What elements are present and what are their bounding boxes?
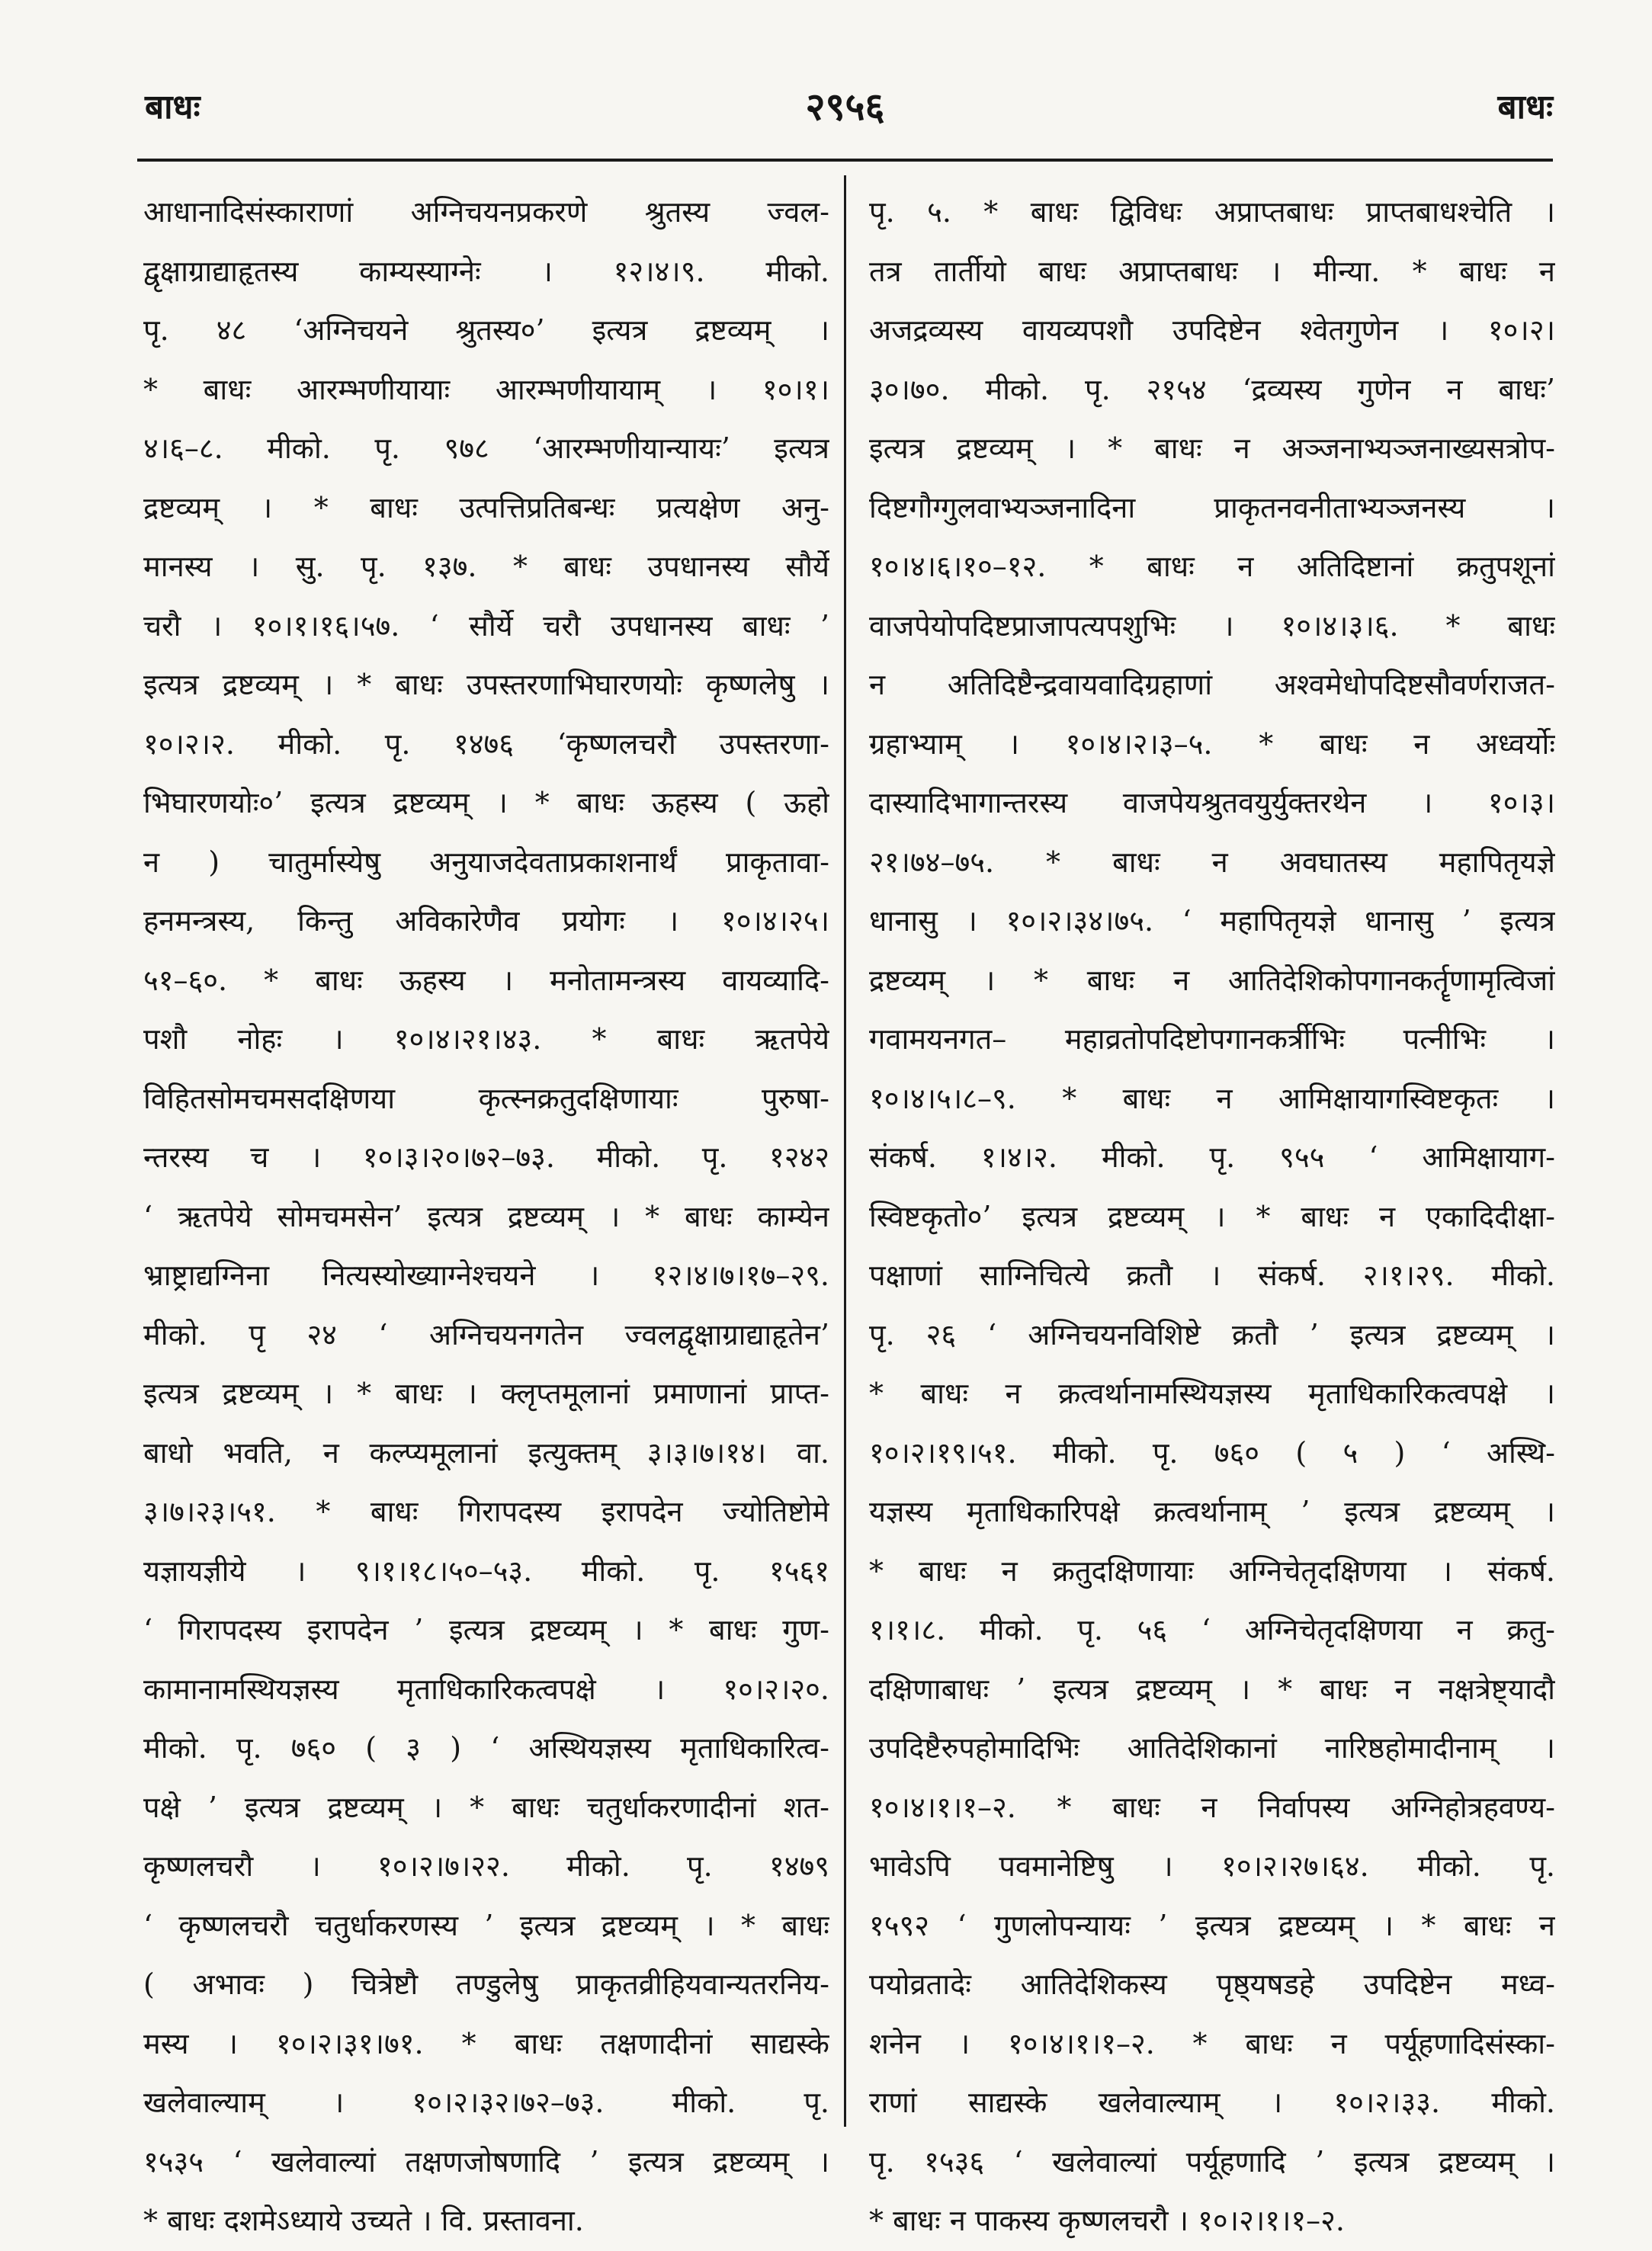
- text-line: ५१–६०. * बाधः ऊहस्य । मनोतामन्त्रस्य वायव्यादि-: [143, 963, 829, 997]
- text-line: तत्र तार्तीयो बाधः अप्राप्तबाधः । मीन्या. * बाधः न: [869, 254, 1555, 288]
- text-line: स्विष्टकृतो०’ इत्यत्र द्रष्टव्यम् । * बाधः न एकादिदीक्षा-: [869, 1199, 1555, 1233]
- text-line: यज्ञायज्ञीये । ९।१।१८।५०–५३. मीको. पृ. १५६१: [143, 1554, 829, 1588]
- text-line: पशौ नोहः । १०।४।२१।४३. * बाधः ऋतपेये: [143, 1022, 829, 1056]
- text-line: ३।७।२३।५१. * बाधः गिरापदस्य इरापदेन ज्योतिष्टोमे: [143, 1495, 829, 1528]
- text-line: * बाधः आरम्भणीयायाः आरम्भणीयायाम् । १०।१।: [143, 372, 829, 406]
- text-line: दिष्टगौग्गुलवाभ्यञ्जनादिना प्राकृतनवनीताभ्यञ्जनस्य ।: [869, 490, 1555, 524]
- text-line: इत्यत्र द्रष्टव्यम् । * बाधः उपस्तरणाभिघारणयोः कृष्णलेषु ।: [143, 668, 829, 701]
- text-line: * बाधः न क्रतुदक्षिणायाः अग्निचेतृदक्षिणया । संकर्ष.: [869, 1554, 1555, 1588]
- text-line: विहितसोमचमसदक्षिणया कृत्स्नक्रतुदक्षिणायाः पुरुषा-: [143, 1081, 829, 1115]
- text-line: राणां साद्यस्के खलेवाल्याम् । १०।२।३३. मीको.: [869, 2086, 1555, 2119]
- text-line: पक्षे ’ इत्यत्र द्रष्टव्यम् । * बाधः चतुर्धाकरणादीनां शत-: [143, 1790, 829, 1824]
- header-right-headword: बाधः: [1497, 88, 1553, 127]
- right-column: [869, 183, 1555, 2251]
- text-line: पृ. ४८ ‘अग्निचयने श्रुतस्य०’ इत्यत्र द्रष्टव्यम् ।: [143, 313, 829, 347]
- text-line: १५९२ ‘ गुणलोपन्यायः ’ इत्यत्र द्रष्टव्यम् । * बाधः न: [869, 1908, 1555, 1942]
- text-line: न अतिदिष्टैन्द्रवायवादिग्रहाणां अश्वमेधोपदिष्टसौवर्णराजत-: [869, 668, 1555, 701]
- text-line: ‘ कृष्णलचरौ चतुर्धाकरणस्य ’ इत्यत्र द्रष्टव्यम् । * बाधः: [143, 1908, 829, 1942]
- text-line: ‘ ऋतपेये सोमचमसेन’ इत्यत्र द्रष्टव्यम् । * बाधः काम्येन: [143, 1199, 829, 1233]
- text-line: ‘ गिरापदस्य इरापदेन ’ इत्यत्र द्रष्टव्यम् । * बाधः गुण-: [143, 1613, 829, 1647]
- text-line: इत्यत्र द्रष्टव्यम् । * बाधः । क्लृप्तमूलानां प्रमाणानां प्राप्त-: [143, 1377, 829, 1410]
- text-line: दक्षिणाबाधः ’ इत्यत्र द्रष्टव्यम् । * बाधः न नक्षत्रेष्ट्यादौ: [869, 1672, 1555, 1706]
- text-line: भावेऽपि पवमानेष्टिषु । १०।२।२७।६४. मीको. पृ.: [869, 1849, 1555, 1883]
- text-line: * बाधः न क्रत्वर्थानामस्थियज्ञस्य मृताधिकारिकत्वपक्षे ।: [869, 1377, 1555, 1410]
- text-line: बाधो भवति, न कल्प्यमूलानां इत्युक्तम् ३।३।७।१४। वा.: [143, 1435, 829, 1470]
- text-line: द्रष्टव्यम् । * बाधः न आतिदेशिकोपगानकर्तॄणामृत्विजां: [869, 963, 1555, 997]
- text-line: २१।७४–७५. * बाधः न अवघातस्य महापितृयज्ञे: [869, 845, 1555, 879]
- text-line: दास्यादिभागान्तरस्य वाजपेयश्रुतवयुर्युक्तरथेन । १०।३।: [869, 786, 1555, 819]
- text-line: मीको. पृ. ७६० ( ३ ) ‘ अस्थियज्ञस्य मृताधिकारित्व-: [143, 1731, 829, 1765]
- text-line: यज्ञस्य मृताधिकारिपक्षे क्रत्वर्थानाम् ’ इत्यत्र द्रष्टव्यम् ।: [869, 1495, 1555, 1528]
- text-line: पृ. २६ ‘ अग्निचयनविशिष्टे क्रतौ ’ इत्यत्र द्रष्टव्यम् ।: [869, 1317, 1555, 1352]
- text-line: ३०।७०. मीको. पृ. २१५४ ‘द्रव्यस्य गुणेन न बाधः’: [869, 372, 1555, 406]
- page-number: २९५६: [805, 84, 885, 129]
- text-line: १०।२।२. मीको. पृ. १४७६ ‘कृष्णलचरौ उपस्तरणा-: [143, 726, 829, 761]
- left-column: [143, 183, 829, 2251]
- text-line: गवामयनगत– महाव्रतोपदिष्टोपगानकर्त्रीभिः पत्नीभिः ।: [869, 1022, 1555, 1056]
- text-line: वाजपेयोपदिष्टप्राजापत्यपशुभिः । १०।४।३।६. * बाधः: [869, 608, 1555, 643]
- text-line: न्तरस्य च । १०।३।२०।७२–७३. मीको. पृ. १२४२: [143, 1140, 829, 1174]
- text-line: मानस्य । सु. पृ. १३७. * बाधः उपधानस्य सौर्ये: [143, 550, 829, 583]
- text-line: पृ. १५३६ ‘ खलेवाल्यां पर्यूहणादि ’ इत्यत्र द्रष्टव्यम् ।: [869, 2144, 1555, 2179]
- text-line: कामानामस्थियज्ञस्य मृताधिकारिकत्वपक्षे । १०।२।२०.: [143, 1672, 829, 1706]
- text-line: भ्राष्ट्राद्यग्निना नित्यस्योख्याग्नेश्चयने । १२।४।७।१७–२९.: [143, 1259, 829, 1292]
- text-line: संकर्ष. १।४।२. मीको. पृ. ९५५ ‘ आमिक्षायाग-: [869, 1140, 1555, 1174]
- text-line: मीको. पृ २४ ‘ अग्निचयनगतेन ज्वलद्वृक्षाग्राद्याहृतेन’: [143, 1317, 829, 1352]
- text-line: १०।४।५।८–९. * बाधः न आमिक्षायागस्विष्टकृतः ।: [869, 1081, 1555, 1115]
- text-line: पक्षाणां साग्निचित्ये क्रतौ । संकर्ष. २।१।२९. मीको.: [869, 1259, 1555, 1292]
- text-line: मस्य । १०।२।३१।७१. * बाधः तक्षणादीनां साद्यस्के: [143, 2026, 829, 2060]
- text-line: चरौ । १०।१।१६।५७. ‘ सौर्ये चरौ उपधानस्य बाधः ’: [143, 608, 829, 643]
- text-line: न ) चातुर्मास्येषु अनुयाजदेवताप्रकाशनार्थं प्राकृतावा-: [143, 845, 829, 879]
- text-line: १५३५ ‘ खलेवाल्यां तक्षणजोषणादि ’ इत्यत्र द्रष्टव्यम् ।: [143, 2144, 829, 2179]
- text-line: धानासु । १०।२।३४।७५. ‘ महापितृयज्ञे धानासु ’ इत्यत्र: [869, 904, 1555, 938]
- text-line: पयोव्रतादेः आतिदेशिकस्य पृष्ठ्यषडहे उपदिष्टेन मध्व-: [869, 1967, 1555, 2001]
- header-rule: [137, 159, 1553, 162]
- text-line: * बाधः दशमेऽध्याये उच्यते । वि. प्रस्तावना.: [143, 2204, 584, 2237]
- text-line: खलेवाल्याम् । १०।२।३२।७२–७३. मीको. पृ.: [143, 2086, 829, 2119]
- text-line: * बाधः न पाकस्य कृष्णलचरौ । १०।२।१।१–२.: [869, 2204, 1346, 2237]
- text-line: ग्रहाभ्याम् । १०।४।२।३–५. * बाधः न अध्वर्योः: [869, 726, 1555, 761]
- text-line: द्रष्टव्यम् । * बाधः उत्पत्तिप्रतिबन्धः प्रत्यक्षेण अनु-: [143, 490, 829, 524]
- text-line: अजद्रव्यस्य वायव्यपशौ उपदिष्टेन श्वेतगुणेन । १०।२।: [869, 313, 1555, 347]
- text-line: ४।६–८. मीको. पृ. ९७८ ‘आरम्भणीयान्यायः’ इत्यत्र: [143, 431, 829, 465]
- text-line: १।१।८. मीको. पृ. ५६ ‘ अग्निचेतृदक्षिणया न क्रतु-: [869, 1613, 1555, 1647]
- text-line: द्वृक्षाग्राद्याहृतस्य काम्यस्याग्नेः । १२।४।९. मीको.: [143, 254, 829, 288]
- text-line: शनेन । १०।४।१।१–२. * बाधः न पर्यूहणादिसंस्का-: [869, 2026, 1555, 2060]
- text-line: उपदिष्टैरुपहोमादिभिः आतिदेशिकानां नारिष्ठहोमादीनाम् ।: [869, 1731, 1555, 1765]
- header-left-headword: बाधः: [145, 88, 200, 127]
- text-line: हनमन्त्रस्य, किन्तु अविकारेणैव प्रयोगः । १०।४।२५।: [143, 904, 829, 938]
- text-line: भिघारणयोः०’ इत्यत्र द्रष्टव्यम् । * बाधः ऊहस्य ( ऊहो: [143, 786, 829, 819]
- text-line: कृष्णलचरौ । १०।२।७।२२. मीको. पृ. १४७९: [143, 1849, 829, 1883]
- text-line: पृ. ५. * बाधः द्विविधः अप्राप्तबाधः प्राप्तबाधश्चेति ।: [869, 195, 1555, 229]
- text-line: इत्यत्र द्रष्टव्यम् । * बाधः न अञ्जनाभ्यञ्जनाख्यसत्रोप-: [869, 431, 1555, 465]
- text-line: १०।२।१९।५१. मीको. पृ. ७६० ( ५ ) ‘ अस्थि-: [869, 1435, 1555, 1470]
- text-line: ( अभावः ) चित्रेष्टौ तण्डुलेषु प्राकृतव्रीहियवान्यतरनिय-: [143, 1967, 829, 2001]
- page-header: [137, 70, 1553, 139]
- text-line: १०।४।६।१०–१२. * बाधः न अतिदिष्टानां क्रतुपशूनां: [869, 550, 1555, 583]
- text-line: १०।४।१।१–२. * बाधः न निर्वापस्य अग्निहोत्रहवण्य-: [869, 1790, 1555, 1824]
- text-line: आधानादिसंस्काराणां अग्निचयनप्रकरणे श्रुतस्य ज्वल-: [143, 195, 829, 229]
- column-divider: [844, 175, 846, 2127]
